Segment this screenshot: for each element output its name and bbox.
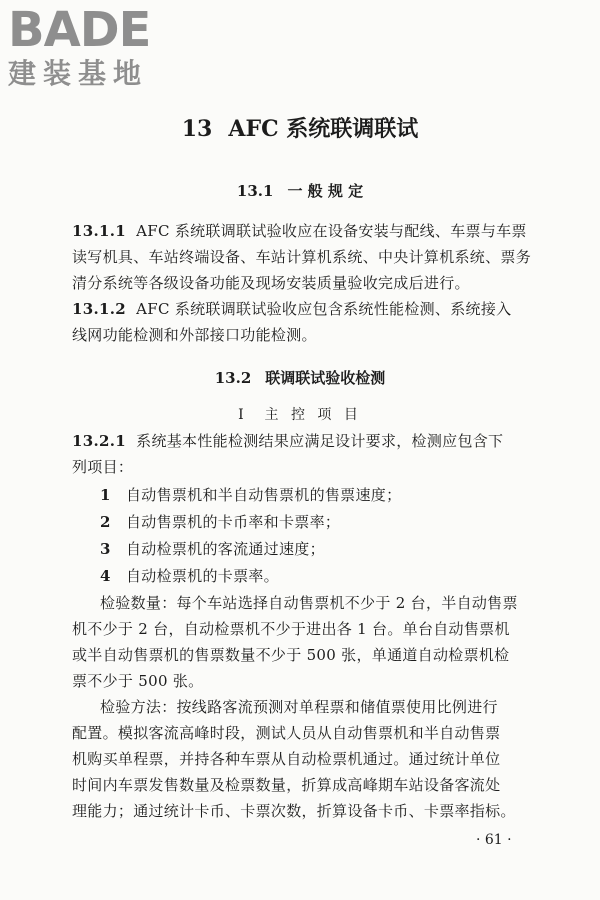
list-item-number: 1 — [100, 486, 111, 504]
clause-13-2-1-line: 13.2.1 系统基本性能检测结果应满足设计要求，检测应包含下 — [72, 432, 504, 450]
chapter-title-text: AFC 系统联调联试 — [228, 116, 419, 142]
brand-logo — [8, 4, 178, 90]
section-heading-13-1 — [0, 180, 600, 201]
clause-13-1-2-line: 线网功能检测和外部接口功能检测。 — [72, 326, 317, 344]
clause-13-1-1-line: 13.1.1 AFC 系统联调联试验收应在设备安装与配线、车票与车票 — [72, 222, 527, 240]
clause-number: 13.1.2 — [72, 300, 126, 318]
inspection-method-line: 时间内车票发售数量及检票数量，折算成高峰期车站设备客流处 — [72, 776, 501, 794]
list-item-text: 自动检票机的卡票率。 — [125, 567, 279, 585]
logo-wordmark: BADE — [8, 2, 151, 58]
clause-13-1-1-line: 读写机具、车站终端设备、车站计算机系统、中央计算机系统、票务 — [72, 248, 532, 266]
list-item — [100, 538, 325, 559]
inspection-method-line: 机购买单程票，并持各种车票从自动检票机通过。通过统计单位 — [72, 750, 501, 768]
inspection-quantity-line: 机不少于 2 台，自动检票机不少于进出各 1 台。单台自动售票机 — [72, 620, 510, 638]
clause-13-1-1-line: 清分系统等各级设备功能及现场安装质量验收完成后进行。 — [72, 274, 470, 292]
page-number: · 61 · — [476, 832, 512, 848]
section-title: 联调联试验收检测 — [265, 369, 386, 387]
list-item — [100, 511, 340, 532]
list-item-text: 自动售票机的卡币率和卡票率； — [125, 513, 341, 531]
clause-number: 13.1.1 — [72, 222, 126, 240]
inspection-quantity-line: 检验数量：每个车站选择自动售票机不少于 2 台，半自动售票 — [100, 594, 518, 612]
chapter-number: 13 — [181, 116, 213, 142]
inspection-quantity-line: 或半自动售票机的售票数量不少于 500 张，单通道自动检票机检 — [72, 646, 510, 664]
list-item-number: 3 — [100, 540, 111, 558]
section-title: 一 般 规 定 — [287, 182, 364, 200]
inspection-method-line: 检验方法：按线路客流预测对单程票和储值票使用比例进行 — [100, 698, 498, 716]
subsection-heading — [0, 404, 600, 424]
inspection-method-line: 理能力；通过统计卡币、卡票次数，折算设备卡币、卡票率指标。 — [72, 802, 516, 820]
list-item-text: 自动检票机的客流通过速度； — [125, 540, 325, 558]
chapter-title — [0, 112, 600, 143]
section-number: 13.1 — [236, 182, 274, 200]
list-item-number: 2 — [100, 513, 111, 531]
logo-tagline: 建装基地 — [8, 57, 149, 90]
inspection-method-line: 配置。模拟客流高峰时段，测试人员从自动售票机和半自动售票 — [72, 724, 501, 742]
clause-13-1-2-line: 13.1.2 AFC 系统联调联试验收应包含系统性能检测、系统接入 — [72, 300, 512, 318]
inspection-quantity-line: 票不少于 500 张。 — [72, 672, 204, 690]
subsection-title: 主 控 项 目 — [264, 407, 362, 423]
clause-13-2-1-line: 列项目： — [72, 458, 134, 476]
subsection-roman: Ⅰ — [238, 407, 248, 423]
list-item — [100, 484, 401, 505]
list-item-number: 4 — [100, 567, 111, 585]
list-item — [100, 565, 279, 586]
section-number: 13.2 — [214, 369, 252, 387]
list-item-text: 自动售票机和半自动售票机的售票速度； — [125, 486, 402, 504]
section-heading-13-2 — [0, 367, 600, 388]
clause-number: 13.2.1 — [72, 432, 126, 450]
